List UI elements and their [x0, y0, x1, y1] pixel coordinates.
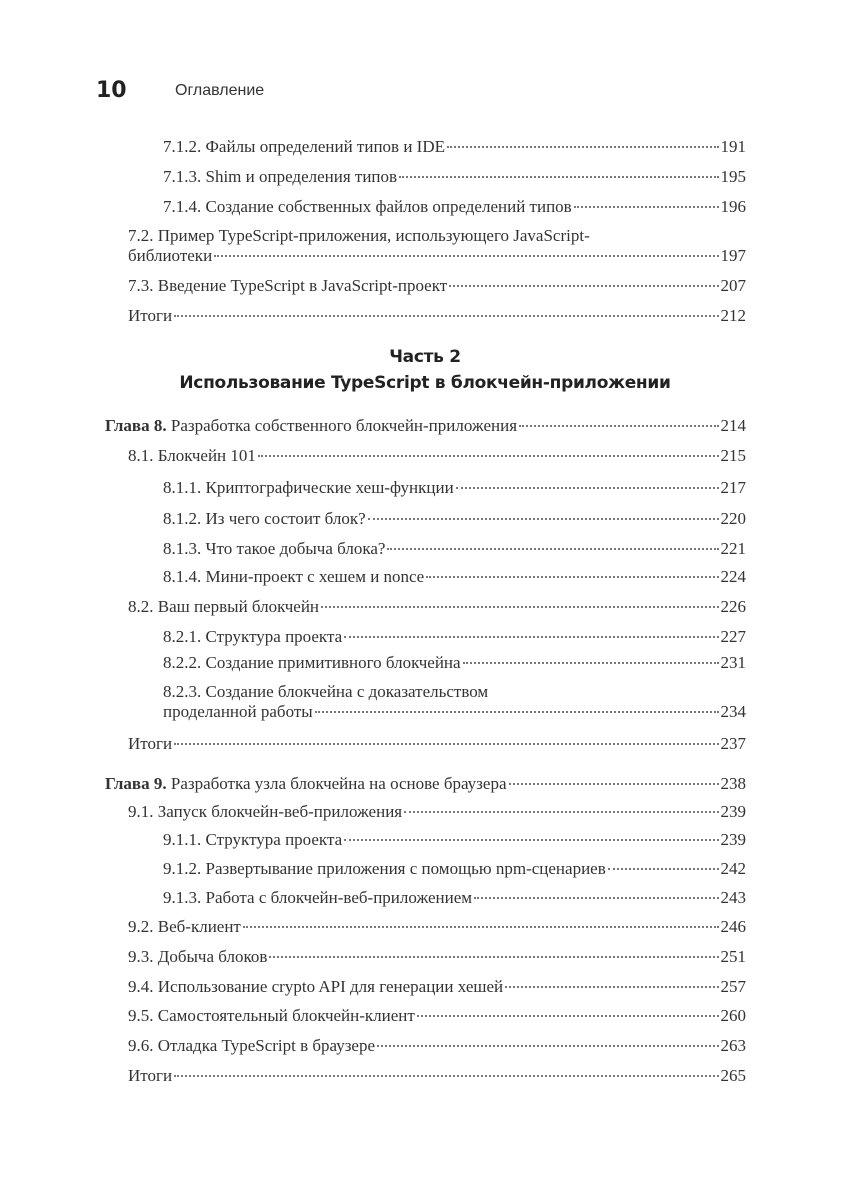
toc-entry[interactable]	[163, 567, 746, 587]
dot-leader	[315, 711, 719, 713]
toc-entry-text: 9.4. Использование crypto API для генерации хешей	[128, 977, 504, 996]
toc-page-number: 263	[720, 1036, 746, 1055]
toc-page-number: 265	[720, 1066, 746, 1085]
dot-leader	[368, 518, 719, 520]
chapter-prefix: Глава 8.	[105, 416, 167, 435]
toc-entry-text: 7.1.4. Создание собственных файлов определений типов	[163, 197, 572, 216]
toc-entry-label	[128, 306, 172, 326]
toc-entry-text: 9.5. Самостоятельный блокчейн-клиент	[128, 1006, 415, 1025]
toc-entry[interactable]	[128, 246, 746, 266]
toc-entry[interactable]	[128, 977, 746, 997]
toc-page-number: 196	[720, 197, 746, 216]
toc-page-number: 226	[720, 597, 746, 616]
toc-entry[interactable]	[163, 888, 746, 908]
toc-entry[interactable]	[128, 1066, 746, 1086]
toc-entry-label	[163, 567, 424, 587]
toc-entry-text: Разработка собственного блокчейн-приложения	[170, 416, 518, 435]
toc-entry-label	[163, 888, 472, 908]
toc-entry[interactable]	[128, 446, 746, 466]
toc-page-number: 191	[720, 137, 746, 156]
toc-page-number: 246	[720, 917, 746, 936]
toc-page-number: 220	[720, 509, 746, 528]
dot-leader	[463, 662, 719, 664]
dot-leader	[505, 986, 718, 988]
toc-page-number: 257	[720, 977, 746, 996]
toc-chapter-entry[interactable]	[105, 416, 746, 436]
toc-entry[interactable]	[128, 306, 746, 326]
toc-page-number: 214	[720, 416, 746, 435]
toc-entry[interactable]	[128, 734, 746, 754]
toc-page-number: 221	[720, 539, 746, 558]
chapter-prefix: Глава 9.	[105, 774, 167, 793]
toc-page-number: 239	[720, 830, 746, 849]
toc-entry-text: Итоги	[128, 734, 173, 753]
toc-page-number: 197	[720, 246, 746, 265]
dot-leader	[321, 606, 718, 608]
toc-entry[interactable]	[163, 702, 746, 722]
toc-page-number: 234	[720, 702, 746, 721]
toc-entry-label	[163, 830, 342, 850]
toc-entry-label	[128, 1006, 415, 1026]
dot-leader	[174, 743, 718, 745]
toc-entry-label	[163, 478, 454, 498]
toc-entry-text: 8.2.1. Структура проекта	[163, 627, 343, 646]
toc-entry[interactable]	[163, 197, 746, 217]
toc-entry-text: библиотеки	[128, 246, 213, 265]
toc-entry-label	[128, 1036, 375, 1056]
toc-entry-text: 9.1. Запуск блокчейн-веб-приложения	[128, 802, 403, 821]
toc-entry-label	[128, 802, 402, 822]
toc-page-number: 242	[720, 859, 746, 878]
dot-leader	[426, 576, 718, 578]
dot-leader	[447, 146, 719, 148]
part-title: Использование TypeScript в блокчейн-приложении	[179, 373, 671, 393]
toc-entry[interactable]	[128, 597, 746, 617]
dot-leader	[417, 1015, 719, 1017]
toc-entry-text: Итоги	[128, 1066, 173, 1085]
toc-entry-first-line: 8.2.3. Создание блокчейна с доказательством	[163, 682, 489, 701]
toc-entry-text: 9.6. Отладка TypeScript в браузере	[128, 1036, 376, 1055]
toc-entry[interactable]	[163, 859, 746, 879]
dot-leader	[399, 176, 718, 178]
toc-entry-text: 8.1.3. Что такое добыча блока?	[163, 539, 386, 558]
dot-leader	[574, 206, 719, 208]
toc-entry-first-line: 7.2. Пример TypeScript-приложения, использующего JavaScript-	[128, 226, 590, 245]
toc-entry[interactable]	[163, 627, 746, 647]
toc-entry-text: 9.3. Добыча блоков	[128, 947, 268, 966]
dot-leader	[608, 868, 719, 870]
toc-entry-text: проделанной работы	[163, 702, 313, 721]
dot-leader	[258, 455, 719, 457]
dot-leader	[269, 956, 718, 958]
toc-entry-text: 7.1.3. Shim и определения типов	[163, 167, 398, 186]
toc-entry[interactable]	[163, 478, 746, 498]
toc-entry[interactable]	[128, 917, 746, 937]
toc-page-number: 260	[720, 1006, 746, 1025]
toc-entry[interactable]	[163, 830, 746, 850]
toc-entry-text: 9.1.1. Структура проекта	[163, 830, 343, 849]
dot-leader	[243, 926, 719, 928]
toc-entry-label	[163, 859, 606, 879]
toc-entry[interactable]	[163, 509, 746, 529]
toc-entry-text: 8.1.4. Мини-проект с хешем и nonce	[163, 567, 425, 586]
toc-entry-text: Итоги	[128, 306, 173, 325]
toc-entry-label	[128, 734, 172, 754]
toc-entry-label	[128, 597, 319, 617]
toc-entry-text: 7.1.2. Файлы определений типов и IDE	[163, 137, 445, 156]
toc-entry-text: 8.2.2. Создание примитивного блокчейна	[163, 653, 461, 672]
dot-leader	[519, 425, 718, 427]
toc-page-number: 239	[720, 802, 746, 821]
toc-entry[interactable]	[128, 802, 746, 822]
toc-entry-label	[128, 947, 267, 967]
toc-entry[interactable]	[163, 167, 746, 187]
toc-page-number: 224	[720, 567, 746, 586]
toc-entry-text: 9.1.2. Развертывание приложения с помощью npm-сценариев	[163, 859, 606, 878]
toc-page-number: 227	[720, 627, 746, 646]
toc-entry-text: Разработка узла блокчейна на основе браузера	[170, 774, 507, 793]
toc-entry-label	[163, 653, 461, 673]
dot-leader	[344, 839, 718, 841]
toc-chapter-entry[interactable]	[105, 774, 746, 794]
part-label: Часть 2	[389, 347, 461, 367]
toc-entry-label	[128, 276, 447, 296]
toc-entry-label	[128, 977, 503, 997]
toc-page-number: 217	[720, 478, 746, 497]
dot-leader	[449, 285, 718, 287]
toc-entry-text: 7.3. Введение TypeScript в JavaScript-проект	[128, 276, 448, 295]
dot-leader	[509, 783, 719, 785]
dot-leader	[474, 897, 718, 899]
dot-leader	[174, 1075, 718, 1077]
dot-leader	[387, 548, 718, 550]
dot-leader	[174, 315, 718, 317]
toc-entry[interactable]	[128, 1036, 746, 1056]
toc-entry-label	[128, 1066, 172, 1086]
toc-entry-label	[128, 246, 212, 266]
toc-page-number: 195	[720, 167, 746, 186]
toc-entry-label	[105, 416, 517, 436]
toc-entry-text: 8.1.1. Криптографические хеш-функции	[163, 478, 454, 497]
toc-entry[interactable]	[128, 276, 746, 296]
toc-page-number: 238	[720, 774, 746, 793]
toc-entry-label	[163, 167, 397, 187]
page-number: 10	[96, 78, 127, 103]
toc-entry-label	[163, 627, 342, 647]
toc-entry-text: 9.1.3. Работа с блокчейн-веб-приложением	[163, 888, 473, 907]
toc-entry[interactable]	[128, 1006, 746, 1026]
toc-page-number: 207	[720, 276, 746, 295]
dot-leader	[377, 1045, 718, 1047]
toc-entry-label	[163, 702, 313, 722]
dot-leader	[456, 487, 719, 489]
toc-entry-label	[163, 197, 572, 217]
toc-entry[interactable]	[163, 137, 746, 157]
toc-entry[interactable]	[163, 653, 746, 673]
running-header: Оглавление	[175, 82, 265, 99]
toc-entry-label	[105, 774, 507, 794]
toc-entry-text: 8.1.2. Из чего состоит блок?	[163, 509, 366, 528]
toc-page-number: 243	[720, 888, 746, 907]
dot-leader	[404, 811, 718, 813]
toc-entry[interactable]	[128, 947, 746, 967]
dot-leader	[344, 636, 718, 638]
toc-entry-text: 9.2. Веб-клиент	[128, 917, 241, 936]
toc-page-number: 237	[720, 734, 746, 753]
toc-entry-label	[163, 539, 385, 559]
toc-entry-label	[128, 917, 241, 937]
toc-entry-text: 8.2. Ваш первый блокчейн	[128, 597, 320, 616]
toc-entry-label	[128, 446, 256, 466]
toc-entry-label	[163, 509, 366, 529]
toc-entry-text: 8.1. Блокчейн 101	[128, 446, 256, 465]
toc-page-number: 215	[720, 446, 746, 465]
toc-page-number: 251	[720, 947, 746, 966]
toc-entry[interactable]	[163, 539, 746, 559]
toc-page-number: 212	[720, 306, 746, 325]
dot-leader	[214, 255, 718, 257]
toc-entry-label	[163, 137, 445, 157]
toc-page-number: 231	[720, 653, 746, 672]
